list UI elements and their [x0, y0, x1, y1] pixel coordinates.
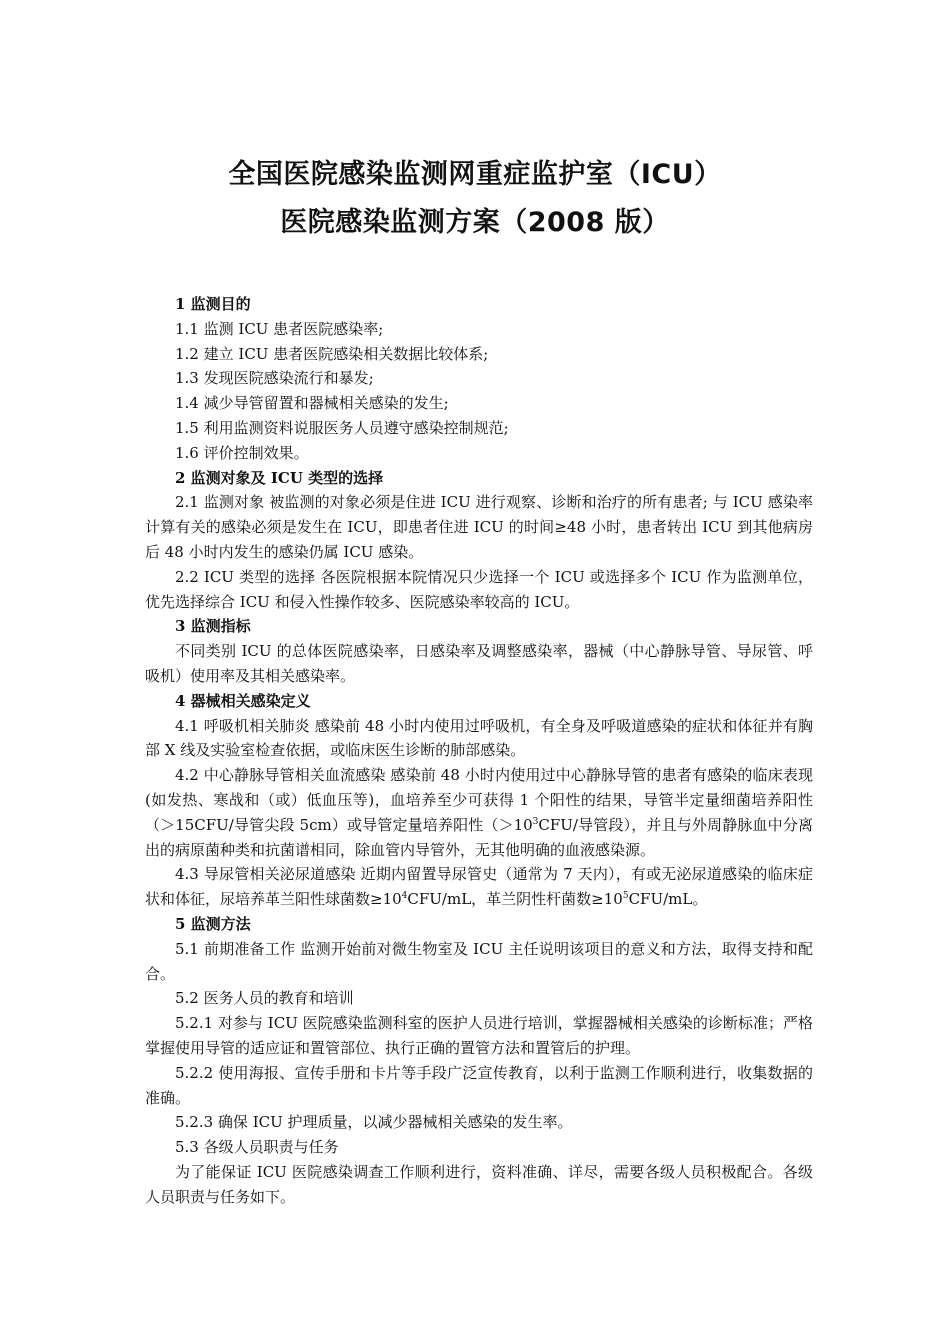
paragraph-5-3: 5.3 各级人员职责与任务: [175, 1138, 339, 1157]
superscript: 4: [401, 891, 408, 902]
paragraph-3: 不同类别 ICU 的总体医院感染率，日感染率及调整感染率，器械（中心静脉导管、导尿管、呼吸机）使用率及其相关感染率。: [145, 642, 813, 685]
document-title-line1: 全国医院感染监测网重症监护室（ICU）: [228, 159, 722, 190]
superscript: 3: [532, 816, 539, 827]
paragraph-4-3-part-b: CFU/mL，革兰阴性杆菌数≥10: [407, 890, 623, 909]
superscript: 5: [622, 891, 629, 902]
paragraph-5-2: 5.2 医务人员的教育和培训: [175, 989, 354, 1008]
paragraph-4-3: [145, 862, 813, 912]
paragraph-4-2-part-b: CFU/导管段），并且与外周静脉血中分离出的病原菌种类和抗菌谱相同，除血管内导管外，无其他明确的血液感染源。: [145, 815, 813, 859]
section-heading-2: 2 监测对象及 ICU 类型的选择: [175, 468, 384, 487]
paragraph-2-1: 2.1 监测对象 被监测的对象必须是住进 ICU 进行观察、诊断和治疗的所有患者; 与 ICU 感染率计算有关的感染必须是发生在 ICU，即患者住进 ICU 的时间≥48 小时，患者转出 ICU 到其他病房后 48 小时内发生的感染仍属 ICU 感染。: [145, 493, 813, 561]
section-heading-3: 3 监测指标: [175, 617, 251, 636]
paragraph-5-3-body: 为了能保证 ICU 医院感染调查工作顺利进行，资料准确、详尽，需要各级人员积极配合。各级人员职责与任务如下。: [145, 1162, 813, 1206]
paragraph-4-2-part-a: 4.2 中心静脉导管相关血流感染 感染前 48 小时内使用过中心静脉导管的患者有感染的临床表现(如发热、寒战和（或）低血压等)，血培养至少可获得 1 个阳性的结果，导管半定量细菌培养阳性（＞15CFU/导管尖段 5cm）或导管定量培养阳性（＞10: [145, 766, 813, 834]
paragraph-4-1: 4.1 呼吸机相关肺炎 感染前 48 小时内使用过呼吸机，有全身及呼吸道感染的症状和体征并有胸部 X 线及实验室检查依据，或临床医生诊断的肺部感染。: [145, 716, 813, 760]
section-heading-4: 4 器械相关感染定义: [175, 691, 311, 710]
list-item: 1.4 减少导管留置和器械相关感染的发生;: [175, 394, 449, 413]
document-title-line2: 医院感染监测方案（2008 版）: [280, 207, 670, 238]
paragraph-2-2: 2.2 ICU 类型的选择 各医院根据本院情况只少选择一个 ICU 或选择多个 ICU 作为监测单位，优先选择综合 ICU 和侵入性操作较多、医院感染率较高的 ICU。: [145, 567, 813, 611]
section-heading-1: 1 监测目的: [175, 295, 251, 313]
list-item: 1.2 建立 ICU 患者医院感染相关数据比较体系;: [175, 344, 489, 363]
list-item: 1.3 发现医院感染流行和暴发;: [175, 369, 374, 388]
section-heading-5: 5 监测方法: [175, 914, 251, 933]
paragraph-4-3-part-c: CFU/mL。: [628, 890, 708, 909]
list-item: 1.1 监测 ICU 患者医院感染率;: [175, 319, 384, 338]
paragraph-5-2-2: 5.2.2 使用海报、宣传手册和卡片等手段广泛宣传教育，以利于监测工作顺利进行，收集数据的准确。: [145, 1063, 813, 1107]
paragraph-5-2-3: 5.2.3 确保 ICU 护理质量，以减少器械相关感染的发生率。: [175, 1113, 573, 1132]
document-body: [145, 292, 813, 1209]
paragraph-4-3-part-a: 4.3 导尿管相关泌尿道感染 近期内留置导尿管史（通常为 7 天内），有或无泌尿道感染的临床症状和体征，尿培养革兰阳性球菌数≥10: [145, 865, 813, 909]
paragraph-4-2: [145, 763, 813, 862]
paragraph-5-1: 5.1 前期准备工作 监测开始前对微生物室及 ICU 主任说明该项目的意义和方法，取得支持和配合。: [145, 939, 813, 983]
paragraph-5-2-1: 5.2.1 对参与 ICU 医院感染监测科室的医护人员进行培训，掌握器械相关感染的诊断标准；严格掌握使用导管的适应证和置管部位、执行正确的置管方法和置管后的护理。: [145, 1014, 813, 1057]
list-item: 1.6 评价控制效果。: [175, 443, 309, 462]
list-item: 1.5 利用监测资料说服医务人员遵守感染控制规范;: [175, 418, 509, 437]
